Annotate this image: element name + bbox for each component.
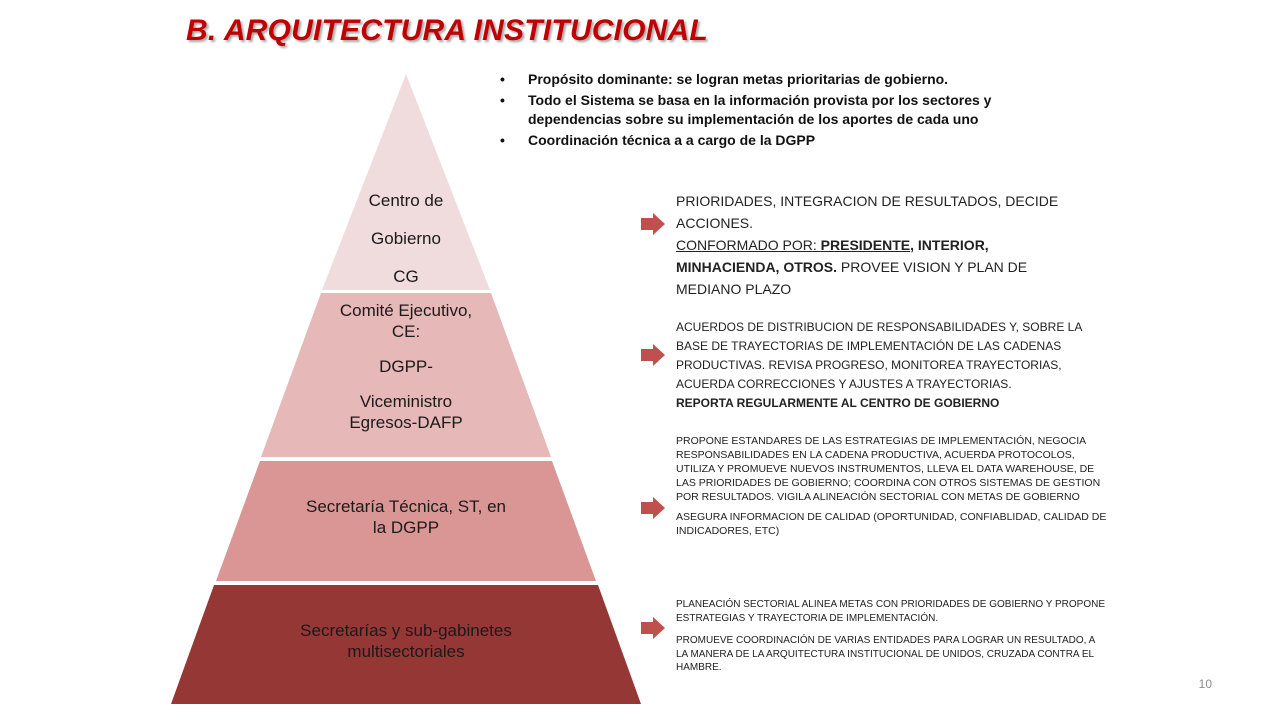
tier1-line: Gobierno bbox=[371, 229, 441, 248]
bullet-icon: • bbox=[500, 71, 505, 87]
right-arrow-icon bbox=[641, 617, 665, 639]
tier3-text bbox=[266, 496, 546, 538]
bullet-icon: • bbox=[500, 92, 505, 108]
tier3-line: la DGPP bbox=[372, 518, 440, 537]
tier1-text bbox=[330, 182, 482, 296]
vision-text: PROVEE VISION Y PLAN DE MEDIANO PLAZO bbox=[676, 259, 1028, 297]
tier2-line: Egresos-DAFP bbox=[349, 413, 463, 432]
description-text: ACUERDOS DE DISTRIBUCION DE RESPONSABILIDADES Y, SOBRE LA BASE DE TRAYECTORIAS DE IMPLEMENTACIÓN DE LAS CADENAS PRODUCTIVAS. REVISA PROGRESO, MONITOREA TRAYECTORIAS, ACUERDA CORRECCIONES Y AJUSTES A TRAYECTORIAS. bbox=[676, 320, 1082, 391]
right-arrow-icon bbox=[641, 497, 665, 519]
presidente-label: PRESIDENTE bbox=[820, 237, 911, 253]
secretarias-description bbox=[676, 598, 1106, 675]
bullet-icon: • bbox=[500, 132, 505, 148]
secretaria-tecnica-description bbox=[676, 434, 1116, 538]
conformado-line bbox=[676, 234, 1076, 300]
description-bold-text: REPORTA REGULARMENTE AL CENTRO DE GOBIERNO bbox=[676, 396, 1000, 410]
description-text: ASEGURA INFORMACION DE CALIDAD (OPORTUNIDAD, CONFIABLIDAD, CALIDAD DE INDICADORES, ETC) bbox=[676, 511, 1107, 537]
comite-ejecutivo-description bbox=[676, 318, 1116, 413]
tier2-text bbox=[296, 300, 516, 433]
bullet-text: Todo el Sistema se basa en la información provista por los sectores y dependencias sobre su implementación de los aportes de cada uno bbox=[528, 92, 992, 127]
centro-gobierno-description bbox=[676, 190, 1076, 300]
tier2-line: CE: bbox=[391, 322, 421, 341]
tier2-line: DGPP- bbox=[379, 357, 433, 376]
description-text: PLANEACIÓN SECTORIAL ALINEA METAS CON PRIORIDADES DE GOBIERNO Y PROPONE ESTRATEGIAS Y TRAYECTORIA DE IMPLEMENTACIÓN. bbox=[676, 599, 1105, 624]
tier4-text bbox=[236, 620, 576, 662]
tier1-line: Centro de bbox=[368, 191, 444, 210]
page-number: 10 bbox=[1198, 677, 1212, 691]
slide-title: B. ARQUITECTURA INSTITUCIONAL bbox=[186, 14, 708, 47]
tier2-line: Viceministro bbox=[359, 392, 453, 411]
tier2-line: Comité Ejecutivo, bbox=[339, 301, 473, 320]
tier4-line: multisectoriales bbox=[347, 642, 465, 661]
tier4-line: Secretarías y sub-gabinetes bbox=[300, 621, 512, 640]
bullet-text: Propósito dominante: se logran metas prioritarias de gobierno. bbox=[528, 71, 949, 87]
members-label: , INTERIOR, MINHACIENDA, OTROS. bbox=[676, 237, 989, 275]
description-line: PRIORIDADES, INTEGRACION DE RESULTADOS, DECIDE ACCIONES. bbox=[676, 193, 1059, 231]
description-text: PROMUEVE COORDINACIÓN DE VARIAS ENTIDADES PARA LOGRAR UN RESULTADO, A LA MANERA DE LA ARQUITECTURA INSTITUCIONAL DE UNIDOS, CRUZADA CONTRA EL HAMBRE. bbox=[676, 635, 1095, 673]
right-arrow-icon bbox=[641, 344, 665, 366]
conformado-colon: : bbox=[812, 237, 821, 253]
tier1-line: CG bbox=[393, 267, 419, 286]
description-text: PROPONE ESTANDARES DE LAS ESTRATEGIAS DE IMPLEMENTACIÓN, NEGOCIA RESPONSABILIDADES EN LA CADENA PRODUCTIVA, ACUERDA PROTOCOLOS, UTILIZA Y PROMUEVE NUEVOS INSTRUMENTOS, LLEVA EL DATA WAREHOUSE, DE LAS PRIORIDADES DE GOBIERNO; COORDINA CON OTROS SISTEMAS DE GESTION POR RESULTADOS. VIGILA ALINEACIÓN SECTORIAL CON METAS DE GOBIERNO bbox=[676, 435, 1101, 503]
conformado-label: CONFORMADO POR bbox=[676, 237, 813, 253]
right-arrow-icon bbox=[641, 213, 665, 235]
tier3-line: Secretaría Técnica, ST, en bbox=[305, 497, 506, 516]
bullet-text: Coordinación técnica a a cargo de la DGPP bbox=[528, 132, 816, 148]
